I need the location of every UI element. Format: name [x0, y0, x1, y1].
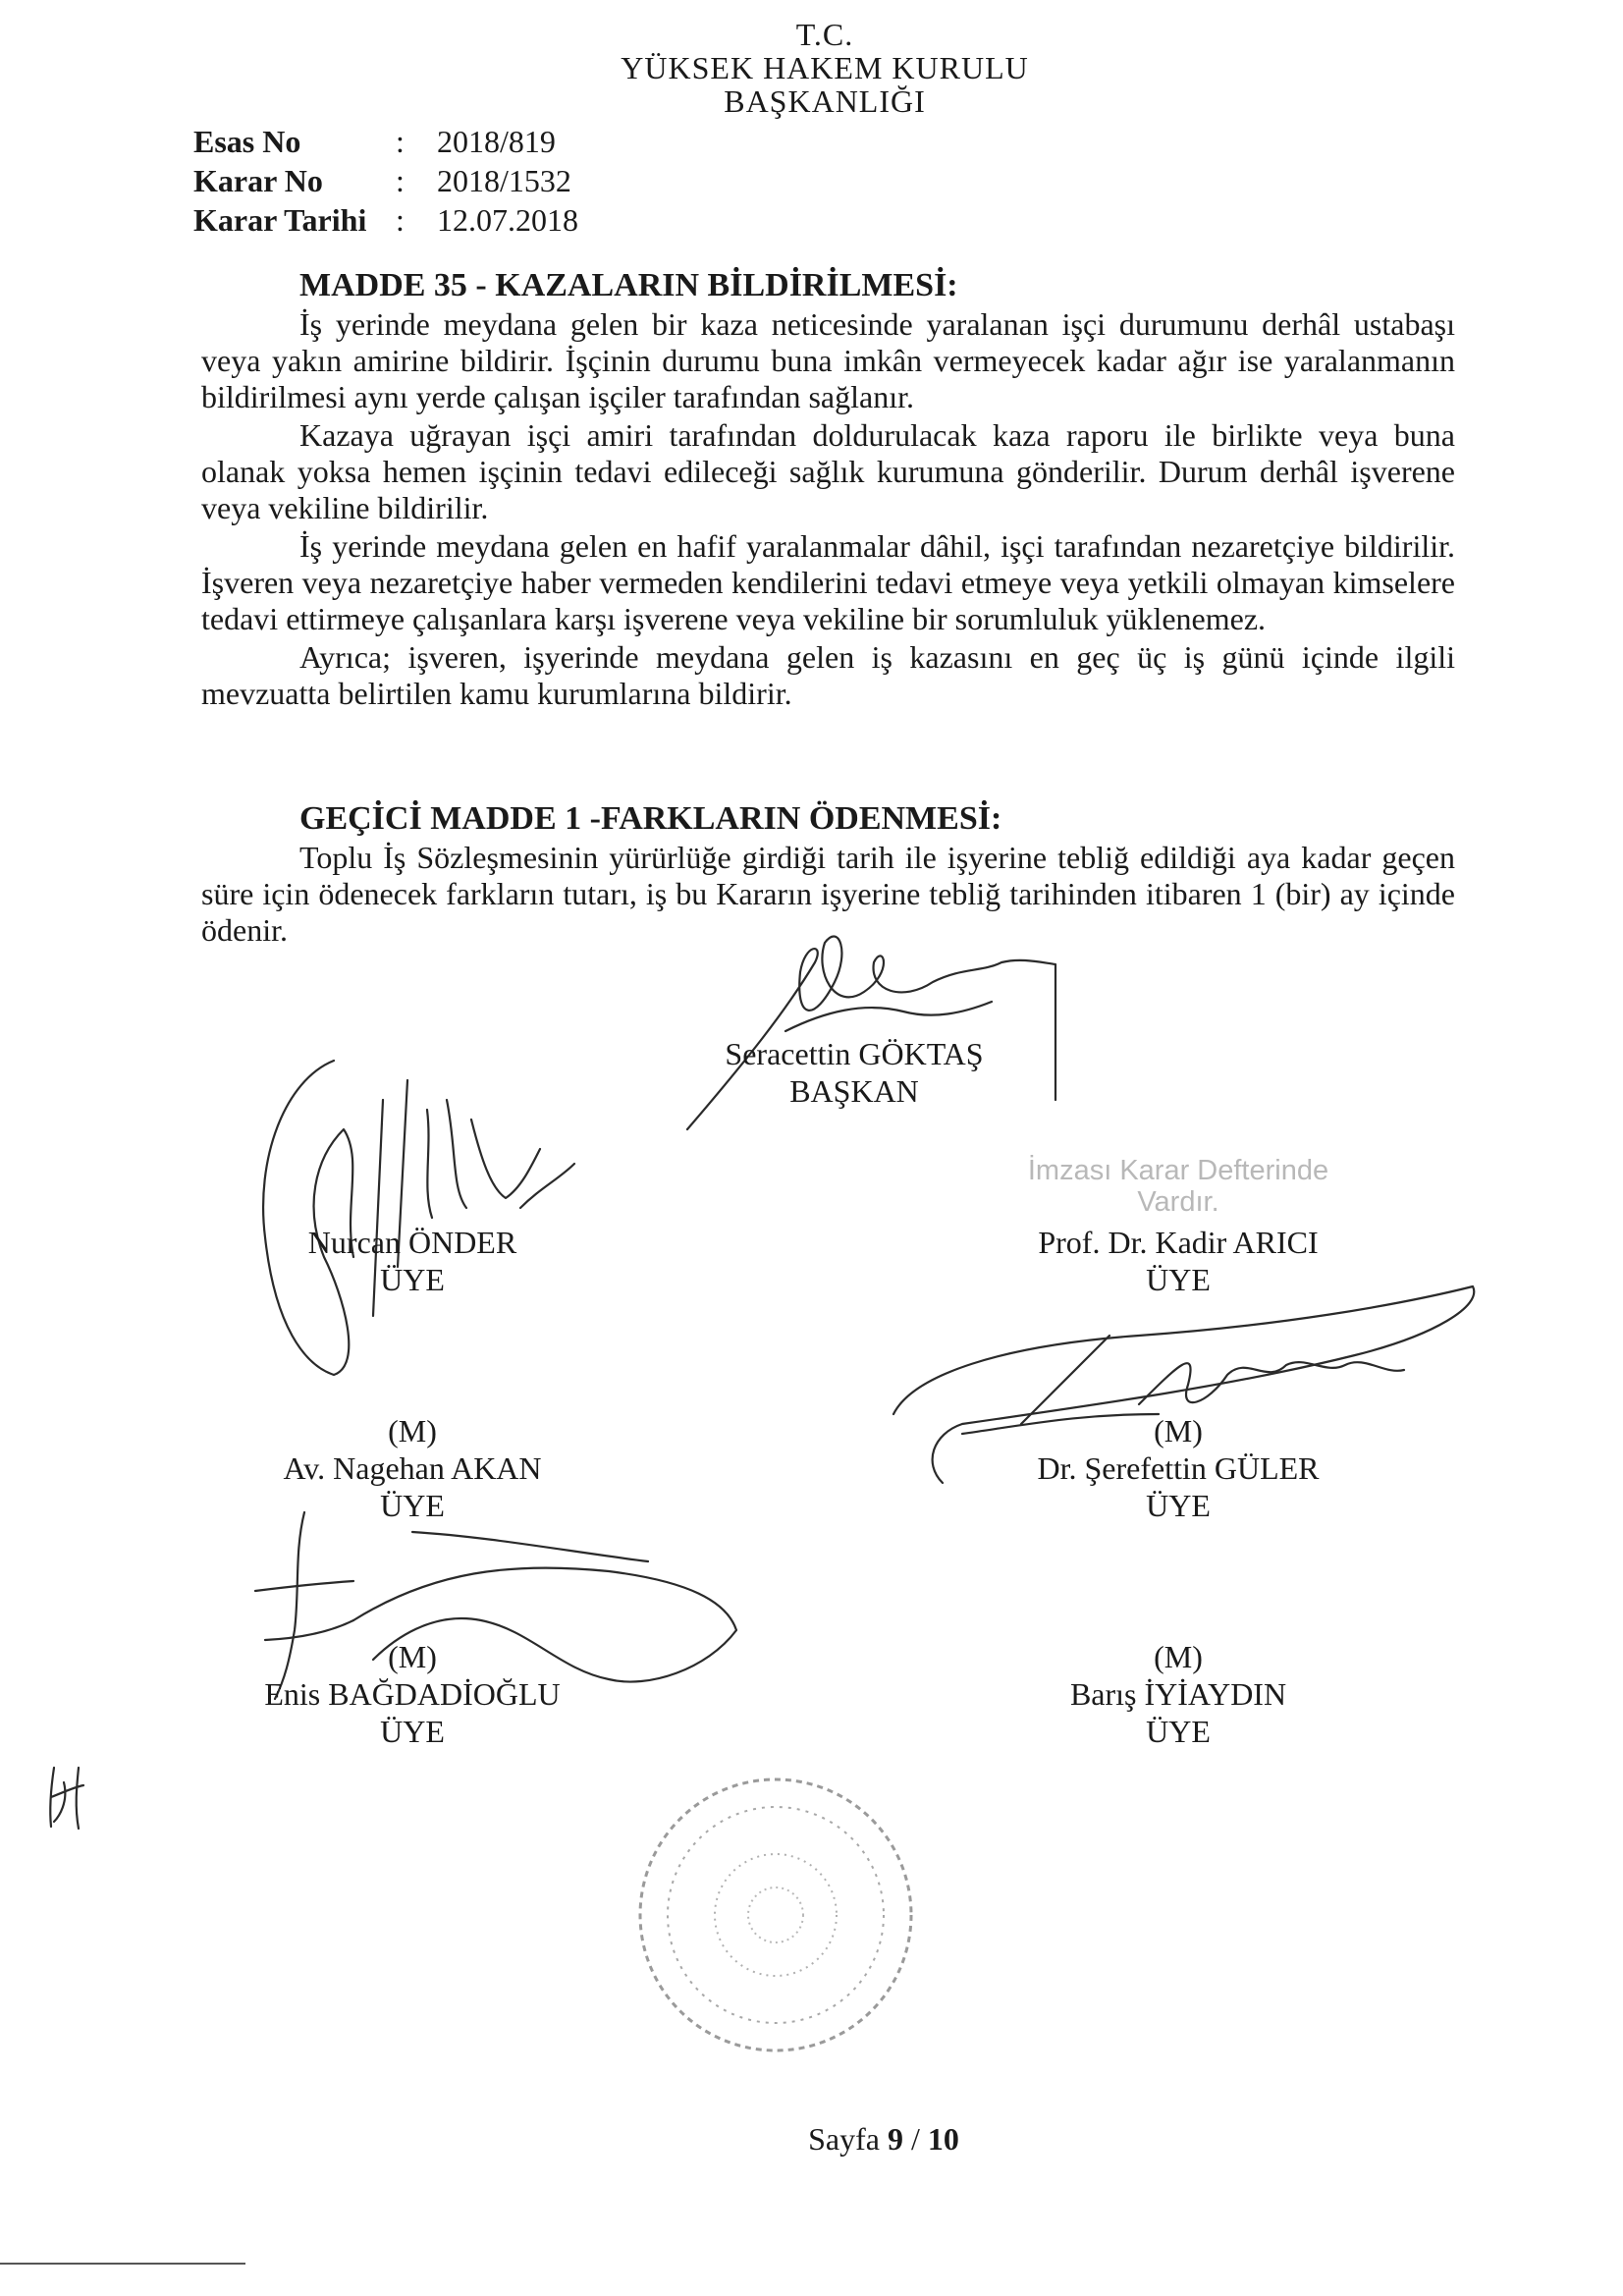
- paragraph: Kazaya uğrayan işçi amiri tarafından doldurulacak kaza raporu ile birlikte veya buna olanak yoksa hemen işçinin tedavi edileceği sağlık kurumuna gönderilir. Durum derhâl işverene veya vekiline bildirilir.: [201, 417, 1455, 525]
- paragraph: Toplu İş Sözleşmesinin yürürlüğe girdiği tarih ile işyerine tebliğ edildiği aya kadar geçen süre için ödenecek farkların tutarı, iş bu Kararın işyerine tebliğ tarihinden itibaren 1 (bir) ay içinde ödenir.: [201, 840, 1455, 948]
- paragraph: Ayrıca; işveren, işyerinde meydana gelen iş kazasını en geç üç iş günü içinde ilgili mevzuatta belirtilen kamu kurumlarına bildirir.: [201, 639, 1455, 711]
- signatory-iyiaydin: [962, 1638, 1394, 1750]
- meta-row-karar: [193, 161, 645, 200]
- section-accident-reporting: [201, 267, 1455, 714]
- page-separator: /: [910, 2121, 920, 2157]
- stamp-note-line: İmzası Karar Defterinde: [1027, 1155, 1329, 1186]
- signatory-note: (M): [1154, 1639, 1203, 1674]
- section-heading: GEÇİCİ MADDE 1 -FARKLARIN ÖDENMESİ:: [299, 800, 1002, 837]
- signatory-note: (M): [1154, 1413, 1203, 1449]
- signatory-bagdadioglu: [196, 1638, 628, 1750]
- page-total: 10: [927, 2121, 959, 2157]
- official-seal: [628, 1768, 923, 2062]
- signatory-onder: [196, 1224, 628, 1298]
- signatory-role: ÜYE: [1146, 1714, 1211, 1749]
- meta-value: 12.07.2018: [437, 202, 578, 238]
- initial-mark: [39, 1758, 98, 1836]
- section-heading: MADDE 35 - KAZALARIN BİLDİRİLMESİ:: [299, 267, 958, 303]
- meta-label: Karar No: [193, 163, 323, 198]
- signatory-role: ÜYE: [380, 1262, 445, 1297]
- page-number: [687, 2121, 1080, 2158]
- page-label: Sayfa: [808, 2121, 880, 2157]
- signatory-role: ÜYE: [380, 1488, 445, 1523]
- meta-label: Karar Tarihi: [193, 202, 367, 238]
- signatory-arici: [962, 1224, 1394, 1298]
- meta-row-esas: [193, 122, 645, 161]
- bottom-rule: [0, 2263, 245, 2265]
- page-current: 9: [887, 2121, 903, 2157]
- signatory-akan: [196, 1412, 628, 1524]
- signatory-name: Barış İYİAYDIN: [1069, 1676, 1287, 1712]
- signatory-name: Prof. Dr. Kadir ARICI: [1038, 1225, 1319, 1260]
- signatory-name: Enis BAĞDADİOĞLU: [264, 1676, 561, 1712]
- signatory-role: BAŞKAN: [789, 1073, 919, 1109]
- signatory-name: Seracettin GÖKTAŞ: [725, 1036, 984, 1071]
- header-line-tc: T.C.: [795, 17, 854, 52]
- signatory-name: Nurcan ÖNDER: [307, 1225, 517, 1260]
- paragraph: İş yerinde meydana gelen en hafif yaralanmalar dâhil, işçi tarafından nezaretçiye bildirilir. İşveren veya nezaretçiye haber vermeden kendilerini tedavi etmeye veya yetkili olmayan kimselere tedavi ettirmeye çalışanlara karşı işverene veya vekiline bir sorumluluk yüklenemez.: [201, 528, 1455, 636]
- signatory-role: ÜYE: [1146, 1488, 1211, 1523]
- signatory-note: (M): [388, 1413, 437, 1449]
- meta-colon: :: [396, 202, 405, 238]
- case-meta: [193, 122, 645, 240]
- meta-value: 2018/1532: [437, 163, 571, 198]
- header-line-presidency: BAŞKANLIĞI: [724, 83, 926, 119]
- meta-label: Esas No: [193, 124, 301, 159]
- meta-colon: :: [396, 124, 405, 159]
- institution-header: [550, 18, 1100, 118]
- meta-colon: :: [396, 163, 405, 198]
- signatory-president: [658, 1035, 1051, 1110]
- paragraph: İş yerinde meydana gelen bir kaza neticesinde yaralanan işçi durumunu derhâl ustabaşı veya yakın amirine bildirir. İşçinin durumu buna imkân vermeyecek kadar ağır ise yaralanmanın bildirilmesi aynı yerde çalışan işçiler tarafından sağlanır.: [201, 306, 1455, 414]
- signatory-guler: [962, 1412, 1394, 1524]
- signatory-role: ÜYE: [380, 1714, 445, 1749]
- signatory-name: Av. Nagehan AKAN: [283, 1450, 542, 1486]
- stamp-note: [982, 1155, 1375, 1218]
- signatory-name: Dr. Şerefettin GÜLER: [1037, 1450, 1320, 1486]
- stamp-note-line: Vardır.: [1137, 1186, 1219, 1218]
- section-differences-payment: [201, 800, 1455, 951]
- signatory-role: ÜYE: [1146, 1262, 1211, 1297]
- meta-row-tarih: [193, 200, 645, 240]
- signatory-note: (M): [388, 1639, 437, 1674]
- header-line-committee: YÜKSEK HAKEM KURULU: [621, 50, 1029, 85]
- meta-value: 2018/819: [437, 124, 556, 159]
